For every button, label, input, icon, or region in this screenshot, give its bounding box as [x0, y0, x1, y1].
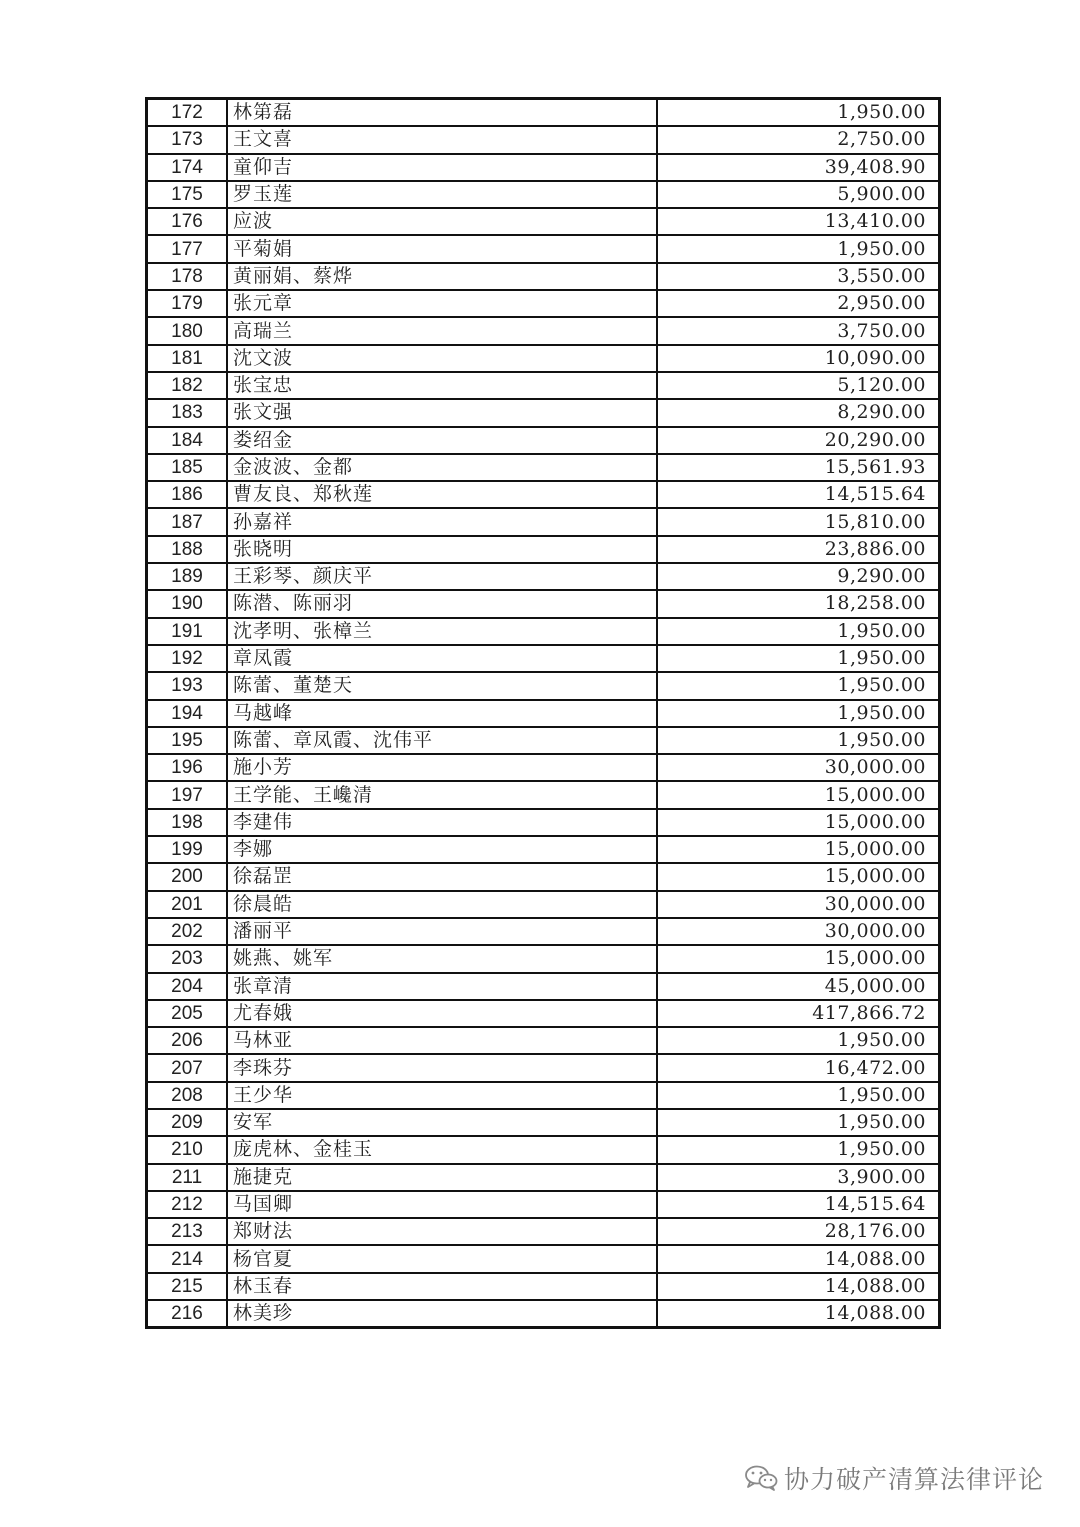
row-number: 209 [147, 1109, 228, 1136]
row-number: 211 [147, 1164, 228, 1191]
table-row [147, 1300, 940, 1328]
row-number: 187 [147, 508, 228, 535]
claim-amount: 16,472.00 [657, 1054, 940, 1081]
row-number: 198 [147, 809, 228, 836]
creditor-name: 王彩琴、颜庆平 [227, 563, 657, 590]
claim-amount: 1,950.00 [657, 99, 940, 127]
claim-amount: 10,090.00 [657, 345, 940, 372]
table-row [147, 891, 940, 918]
creditor-name: 林第磊 [227, 99, 657, 127]
creditor-name: 杨官夏 [227, 1245, 657, 1272]
row-number: 212 [147, 1191, 228, 1218]
creditor-name: 尤春娥 [227, 1000, 657, 1027]
claims-table-body [147, 99, 940, 1328]
row-number: 197 [147, 781, 228, 808]
creditor-name: 张元章 [227, 290, 657, 317]
creditor-name: 罗玉莲 [227, 181, 657, 208]
row-number: 208 [147, 1082, 228, 1109]
table-row [147, 836, 940, 863]
claim-amount: 30,000.00 [657, 754, 940, 781]
claim-amount: 30,000.00 [657, 918, 940, 945]
row-number: 190 [147, 590, 228, 617]
table-row [147, 454, 940, 481]
creditor-name: 李珠芬 [227, 1054, 657, 1081]
row-number: 188 [147, 536, 228, 563]
claim-amount: 30,000.00 [657, 891, 940, 918]
table-row [147, 809, 940, 836]
table-row [147, 235, 940, 262]
claim-amount: 15,810.00 [657, 508, 940, 535]
row-number: 195 [147, 727, 228, 754]
row-number: 200 [147, 863, 228, 890]
claim-amount: 15,000.00 [657, 863, 940, 890]
row-number: 181 [147, 345, 228, 372]
creditor-name: 姚燕、姚军 [227, 945, 657, 972]
creditor-name: 陈蕾、章凤霞、沈伟平 [227, 727, 657, 754]
table-row [147, 645, 940, 672]
creditor-name: 平菊娟 [227, 235, 657, 262]
claim-amount: 9,290.00 [657, 563, 940, 590]
table-row [147, 781, 940, 808]
claim-amount: 8,290.00 [657, 399, 940, 426]
row-number: 203 [147, 945, 228, 972]
table-row [147, 1000, 940, 1027]
table-row [147, 945, 940, 972]
wechat-icon [744, 1464, 778, 1492]
table-row [147, 1027, 940, 1054]
table-row [147, 1191, 940, 1218]
creditor-name: 潘丽平 [227, 918, 657, 945]
creditor-name: 安军 [227, 1109, 657, 1136]
creditor-name: 林美珍 [227, 1300, 657, 1328]
claim-amount: 14,088.00 [657, 1300, 940, 1328]
row-number: 176 [147, 208, 228, 235]
claim-amount: 1,950.00 [657, 700, 940, 727]
creditor-name: 王学能、王巉清 [227, 781, 657, 808]
claim-amount: 2,950.00 [657, 290, 940, 317]
creditor-name: 马越峰 [227, 700, 657, 727]
claim-amount: 15,000.00 [657, 781, 940, 808]
row-number: 183 [147, 399, 228, 426]
creditor-name: 高瑞兰 [227, 317, 657, 344]
row-number: 213 [147, 1218, 228, 1245]
row-number: 179 [147, 290, 228, 317]
row-number: 202 [147, 918, 228, 945]
claim-amount: 45,000.00 [657, 973, 940, 1000]
table-row [147, 1054, 940, 1081]
creditor-name: 应波 [227, 208, 657, 235]
table-row [147, 754, 940, 781]
creditor-name: 张章清 [227, 973, 657, 1000]
creditor-name: 陈潜、陈丽羽 [227, 590, 657, 617]
table-row [147, 1082, 940, 1109]
table-row [147, 399, 940, 426]
table-row [147, 973, 940, 1000]
creditor-name: 黄丽娟、蔡烨 [227, 263, 657, 290]
table-row [147, 126, 940, 153]
creditor-name: 张晓明 [227, 536, 657, 563]
creditor-name: 陈蕾、董楚天 [227, 672, 657, 699]
row-number: 199 [147, 836, 228, 863]
row-number: 173 [147, 126, 228, 153]
table-row [147, 1273, 940, 1300]
table-row [147, 700, 940, 727]
claim-amount: 15,000.00 [657, 945, 940, 972]
row-number: 207 [147, 1054, 228, 1081]
creditor-name: 孙嘉祥 [227, 508, 657, 535]
table-row [147, 1164, 940, 1191]
claim-amount: 39,408.90 [657, 154, 940, 181]
creditor-name: 童仰吉 [227, 154, 657, 181]
claim-amount: 3,550.00 [657, 263, 940, 290]
row-number: 196 [147, 754, 228, 781]
creditor-name: 金波波、金都 [227, 454, 657, 481]
creditor-name: 曹友良、郑秋莲 [227, 481, 657, 508]
claim-amount: 14,088.00 [657, 1245, 940, 1272]
claim-amount: 5,120.00 [657, 372, 940, 399]
claim-amount: 14,515.64 [657, 1191, 940, 1218]
creditor-name: 马国卿 [227, 1191, 657, 1218]
claim-amount: 1,950.00 [657, 1136, 940, 1163]
claim-amount: 3,750.00 [657, 317, 940, 344]
claim-amount: 15,000.00 [657, 809, 940, 836]
claim-amount: 1,950.00 [657, 1082, 940, 1109]
row-number: 174 [147, 154, 228, 181]
row-number: 216 [147, 1300, 228, 1328]
row-number: 177 [147, 235, 228, 262]
table-row [147, 263, 940, 290]
creditor-name: 沈文波 [227, 345, 657, 372]
claim-amount: 2,750.00 [657, 126, 940, 153]
table-row [147, 563, 940, 590]
row-number: 178 [147, 263, 228, 290]
row-number: 205 [147, 1000, 228, 1027]
table-row [147, 1218, 940, 1245]
claim-amount: 1,950.00 [657, 235, 940, 262]
creditor-name: 庞虎林、金桂玉 [227, 1136, 657, 1163]
creditor-name: 张文强 [227, 399, 657, 426]
table-row [147, 863, 940, 890]
table-row [147, 618, 940, 645]
table-row [147, 590, 940, 617]
claim-amount: 1,950.00 [657, 1109, 940, 1136]
row-number: 172 [147, 99, 228, 127]
row-number: 210 [147, 1136, 228, 1163]
claim-amount: 23,886.00 [657, 536, 940, 563]
creditor-name: 林玉春 [227, 1273, 657, 1300]
claim-amount: 13,410.00 [657, 208, 940, 235]
row-number: 184 [147, 427, 228, 454]
watermark [744, 1460, 1044, 1496]
claim-amount: 20,290.00 [657, 427, 940, 454]
table-row [147, 208, 940, 235]
table-row [147, 918, 940, 945]
creditor-name: 娄绍金 [227, 427, 657, 454]
row-number: 201 [147, 891, 228, 918]
row-number: 182 [147, 372, 228, 399]
table-row [147, 1136, 940, 1163]
row-number: 193 [147, 672, 228, 699]
watermark-text: 协力破产清算法律评论 [783, 1465, 1044, 1494]
creditor-name: 沈孝明、张樟兰 [227, 618, 657, 645]
claim-amount: 15,000.00 [657, 836, 940, 863]
row-number: 175 [147, 181, 228, 208]
creditor-name: 章凤霞 [227, 645, 657, 672]
row-number: 189 [147, 563, 228, 590]
creditor-name: 李建伟 [227, 809, 657, 836]
claim-amount: 18,258.00 [657, 590, 940, 617]
row-number: 192 [147, 645, 228, 672]
claims-table [145, 97, 941, 1329]
claim-amount: 1,950.00 [657, 672, 940, 699]
creditor-name: 王文喜 [227, 126, 657, 153]
claim-amount: 5,900.00 [657, 181, 940, 208]
creditor-name: 张宝忠 [227, 372, 657, 399]
creditor-name: 郑财法 [227, 1218, 657, 1245]
row-number: 194 [147, 700, 228, 727]
claim-amount: 1,950.00 [657, 1027, 940, 1054]
table-row [147, 672, 940, 699]
claim-amount: 3,900.00 [657, 1164, 940, 1191]
claim-amount: 1,950.00 [657, 727, 940, 754]
claim-amount: 14,088.00 [657, 1273, 940, 1300]
claim-amount: 1,950.00 [657, 618, 940, 645]
claim-amount: 417,866.72 [657, 1000, 940, 1027]
claim-amount: 1,950.00 [657, 645, 940, 672]
table-row [147, 99, 940, 127]
row-number: 185 [147, 454, 228, 481]
table-row [147, 290, 940, 317]
row-number: 214 [147, 1245, 228, 1272]
table-row [147, 1245, 940, 1272]
creditor-name: 施捷克 [227, 1164, 657, 1191]
creditor-name: 马林亚 [227, 1027, 657, 1054]
table-row [147, 481, 940, 508]
creditor-name: 徐晨皓 [227, 891, 657, 918]
table-row [147, 508, 940, 535]
table-row [147, 536, 940, 563]
row-number: 215 [147, 1273, 228, 1300]
creditor-name: 徐磊罡 [227, 863, 657, 890]
creditor-name: 施小芳 [227, 754, 657, 781]
table-row [147, 345, 940, 372]
creditor-name: 王少华 [227, 1082, 657, 1109]
row-number: 191 [147, 618, 228, 645]
claim-amount: 28,176.00 [657, 1218, 940, 1245]
table-row [147, 727, 940, 754]
table-row [147, 372, 940, 399]
row-number: 186 [147, 481, 228, 508]
claim-amount: 15,561.93 [657, 454, 940, 481]
table-row [147, 1109, 940, 1136]
row-number: 204 [147, 973, 228, 1000]
table-row [147, 317, 940, 344]
table-row [147, 427, 940, 454]
row-number: 180 [147, 317, 228, 344]
row-number: 206 [147, 1027, 228, 1054]
table-row [147, 181, 940, 208]
creditor-name: 李娜 [227, 836, 657, 863]
claim-amount: 14,515.64 [657, 481, 940, 508]
table-row [147, 154, 940, 181]
